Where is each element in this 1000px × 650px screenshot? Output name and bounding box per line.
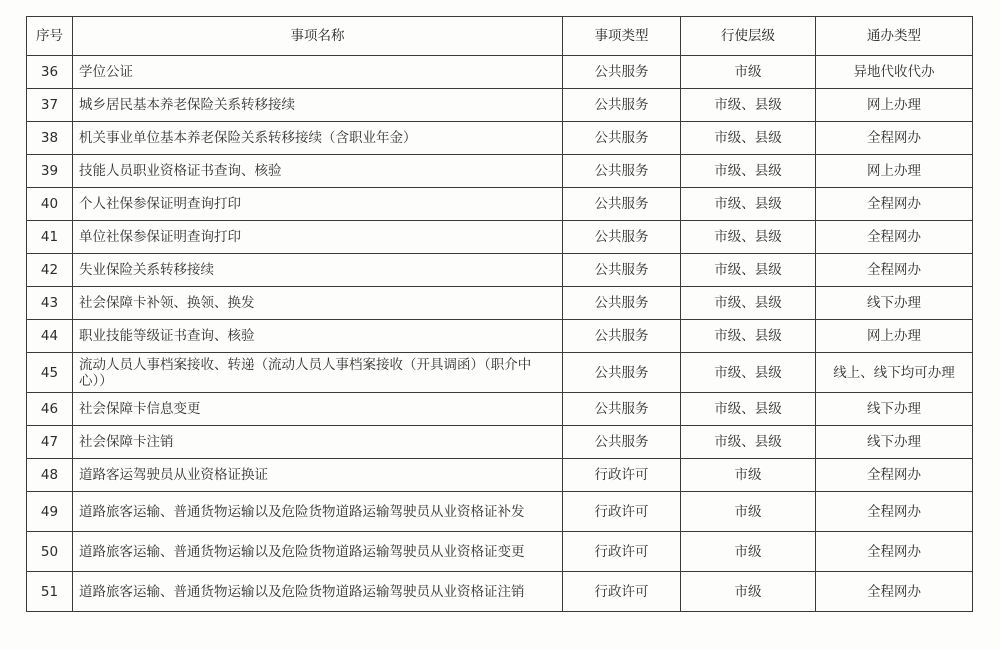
cell-level: 市级 (681, 532, 816, 572)
table-row (27, 459, 973, 492)
cell-name: 道路旅客运输、普通货物运输以及危险货物道路运输驾驶员从业资格证注销 (73, 572, 563, 612)
table-row (27, 122, 973, 155)
cell-level: 市级 (681, 459, 816, 492)
cell-level: 市级、县级 (681, 89, 816, 122)
cell-mode: 线上、线下均可办理 (816, 353, 973, 393)
cell-type: 公共服务 (563, 221, 681, 254)
cell-no: 50 (27, 532, 73, 572)
cell-no: 40 (27, 188, 73, 221)
cell-type: 公共服务 (563, 353, 681, 393)
table-row (27, 320, 973, 353)
cell-mode: 全程网办 (816, 122, 973, 155)
cell-mode: 线下办理 (816, 426, 973, 459)
cell-type: 公共服务 (563, 155, 681, 188)
table-row (27, 572, 973, 612)
cell-no: 49 (27, 492, 73, 532)
table-row (27, 188, 973, 221)
header-level: 行使层级 (681, 17, 816, 56)
cell-mode: 全程网办 (816, 572, 973, 612)
cell-level: 市级、县级 (681, 393, 816, 426)
cell-mode: 全程网办 (816, 221, 973, 254)
cell-no: 48 (27, 459, 73, 492)
cell-name: 城乡居民基本养老保险关系转移接续 (73, 89, 563, 122)
table-header-row (27, 17, 973, 56)
table-row (27, 532, 973, 572)
cell-no: 44 (27, 320, 73, 353)
cell-name: 失业保险关系转移接续 (73, 254, 563, 287)
cell-name: 社会保障卡注销 (73, 426, 563, 459)
cell-mode: 全程网办 (816, 188, 973, 221)
cell-name: 学位公证 (73, 56, 563, 89)
cell-mode: 网上办理 (816, 155, 973, 188)
table-row (27, 56, 973, 89)
cell-name: 道路旅客运输、普通货物运输以及危险货物道路运输驾驶员从业资格证变更 (73, 532, 563, 572)
cell-level: 市级、县级 (681, 353, 816, 393)
cell-name: 机关事业单位基本养老保险关系转移接续（含职业年金） (73, 122, 563, 155)
cell-level: 市级 (681, 492, 816, 532)
cell-name: 流动人员人事档案接收、转递（流动人员人事档案接收（开具调函）（职介中心）） (73, 353, 563, 393)
cell-mode: 线下办理 (816, 393, 973, 426)
cell-mode: 全程网办 (816, 532, 973, 572)
cell-type: 行政许可 (563, 459, 681, 492)
cell-type: 公共服务 (563, 56, 681, 89)
cell-type: 公共服务 (563, 287, 681, 320)
table-row (27, 393, 973, 426)
table-row (27, 353, 973, 393)
cell-mode: 线下办理 (816, 287, 973, 320)
cell-level: 市级、县级 (681, 426, 816, 459)
cell-name: 职业技能等级证书查询、核验 (73, 320, 563, 353)
cell-name: 道路旅客运输、普通货物运输以及危险货物道路运输驾驶员从业资格证补发 (73, 492, 563, 532)
cell-type: 公共服务 (563, 122, 681, 155)
cell-type: 公共服务 (563, 393, 681, 426)
header-mode: 通办类型 (816, 17, 973, 56)
cell-no: 36 (27, 56, 73, 89)
cell-no: 37 (27, 89, 73, 122)
service-items-table (26, 16, 973, 612)
cell-type: 行政许可 (563, 532, 681, 572)
cell-mode: 异地代收代办 (816, 56, 973, 89)
cell-name: 道路客运驾驶员从业资格证换证 (73, 459, 563, 492)
cell-level: 市级、县级 (681, 122, 816, 155)
cell-mode: 全程网办 (816, 254, 973, 287)
cell-mode: 网上办理 (816, 89, 973, 122)
cell-type: 公共服务 (563, 426, 681, 459)
header-name: 事项名称 (73, 17, 563, 56)
cell-level: 市级、县级 (681, 221, 816, 254)
cell-type: 公共服务 (563, 320, 681, 353)
table-row (27, 254, 973, 287)
table-row (27, 155, 973, 188)
cell-level: 市级 (681, 572, 816, 612)
cell-name: 技能人员职业资格证书查询、核验 (73, 155, 563, 188)
cell-no: 41 (27, 221, 73, 254)
cell-type: 行政许可 (563, 492, 681, 532)
cell-name: 社会保障卡补领、换领、换发 (73, 287, 563, 320)
cell-no: 46 (27, 393, 73, 426)
cell-level: 市级、县级 (681, 320, 816, 353)
cell-name: 社会保障卡信息变更 (73, 393, 563, 426)
table-row (27, 221, 973, 254)
table-row (27, 89, 973, 122)
cell-type: 公共服务 (563, 89, 681, 122)
cell-no: 45 (27, 353, 73, 393)
cell-name: 单位社保参保证明查询打印 (73, 221, 563, 254)
table-row (27, 426, 973, 459)
table-row (27, 287, 973, 320)
cell-type: 公共服务 (563, 254, 681, 287)
cell-mode: 全程网办 (816, 459, 973, 492)
cell-type: 行政许可 (563, 572, 681, 612)
header-no: 序号 (27, 17, 73, 56)
cell-no: 51 (27, 572, 73, 612)
header-type: 事项类型 (563, 17, 681, 56)
cell-no: 38 (27, 122, 73, 155)
cell-no: 47 (27, 426, 73, 459)
cell-level: 市级、县级 (681, 155, 816, 188)
cell-level: 市级 (681, 56, 816, 89)
cell-type: 公共服务 (563, 188, 681, 221)
cell-level: 市级、县级 (681, 254, 816, 287)
table-row (27, 492, 973, 532)
cell-no: 42 (27, 254, 73, 287)
cell-mode: 网上办理 (816, 320, 973, 353)
cell-level: 市级、县级 (681, 287, 816, 320)
cell-name: 个人社保参保证明查询打印 (73, 188, 563, 221)
cell-mode: 全程网办 (816, 492, 973, 532)
cell-level: 市级、县级 (681, 188, 816, 221)
cell-no: 39 (27, 155, 73, 188)
cell-no: 43 (27, 287, 73, 320)
